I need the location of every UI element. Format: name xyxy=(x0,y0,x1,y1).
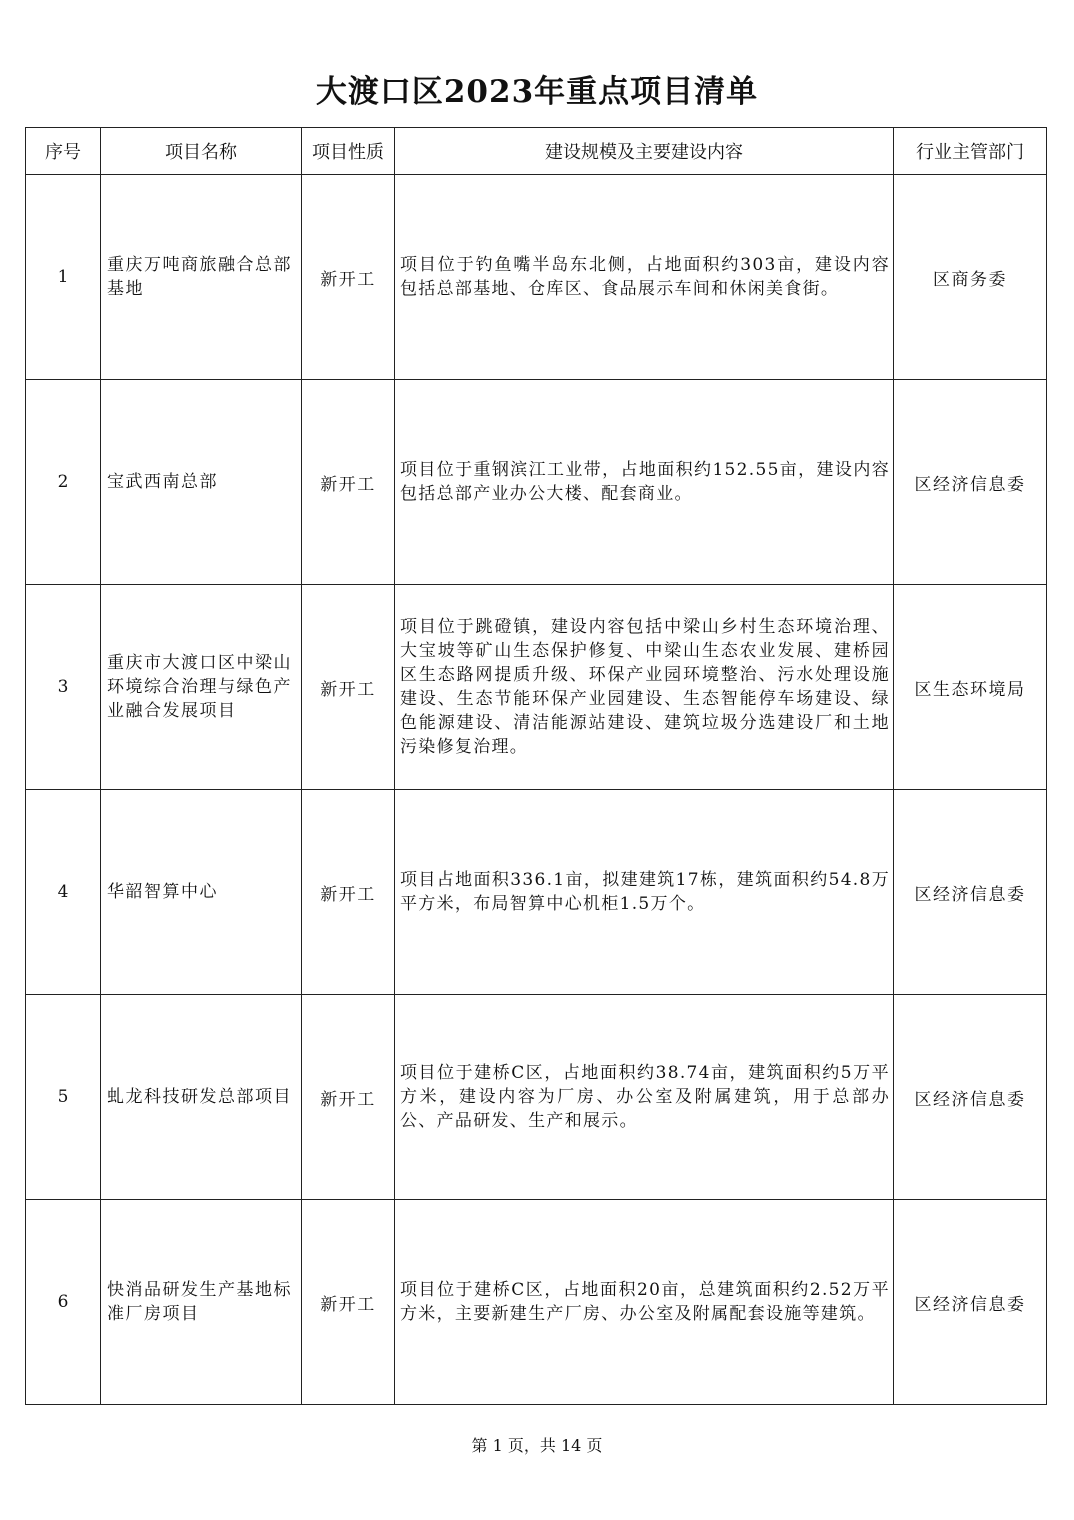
project-department: 区经济信息委 xyxy=(894,790,1047,995)
project-department: 区经济信息委 xyxy=(894,1200,1047,1405)
table-header-row xyxy=(26,128,1047,175)
table-row xyxy=(26,995,1047,1200)
project-name: 快消品研发生产基地标准厂房项目 xyxy=(101,1200,302,1405)
project-type: 新开工 xyxy=(302,1200,395,1405)
project-department: 区经济信息委 xyxy=(894,995,1047,1200)
page-title: 大渡口区2023年重点项目清单 xyxy=(315,74,759,110)
table-row xyxy=(26,790,1047,995)
project-content: 项目位于建桥C区，占地面积约38.74亩，建筑面积约5万平方米，建设内容为厂房、办公室及附属建筑，用于总部办公、产品研发、生产和展示。 xyxy=(395,995,894,1200)
project-department: 区生态环境局 xyxy=(894,585,1047,790)
header-content: 建设规模及主要建设内容 xyxy=(395,128,894,175)
project-content: 项目位于跳磴镇，建设内容包括中梁山乡村生态环境治理、大宝坡等矿山生态保护修复、中梁山生态农业发展、建桥园区生态路网提质升级、环保产业园环境整治、污水处理设施建设、生态节能环保产业园建设、生态智能停车场建设、绿色能源建设、清洁能源站建设、建筑垃圾分选建设厂和土地污染修复治理。 xyxy=(395,585,894,790)
row-number: 3 xyxy=(26,585,101,790)
project-type: 新开工 xyxy=(302,380,395,585)
project-table xyxy=(25,127,1047,1405)
project-name: 重庆市大渡口区中梁山环境综合治理与绿色产业融合发展项目 xyxy=(101,585,302,790)
row-number: 5 xyxy=(26,995,101,1200)
project-name: 华韶智算中心 xyxy=(101,790,302,995)
row-number: 1 xyxy=(26,175,101,380)
row-number: 2 xyxy=(26,380,101,585)
row-number: 4 xyxy=(26,790,101,995)
project-name: 虬龙科技研发总部项目 xyxy=(101,995,302,1200)
table-row xyxy=(26,380,1047,585)
project-department: 区经济信息委 xyxy=(894,380,1047,585)
table-row xyxy=(26,585,1047,790)
project-content: 项目占地面积336.1亩，拟建建筑17栋，建筑面积约54.8万平方米，布局智算中心机柜1.5万个。 xyxy=(395,790,894,995)
project-content: 项目位于重钢滨江工业带，占地面积约152.55亩，建设内容包括总部产业办公大楼、配套商业。 xyxy=(395,380,894,585)
project-name: 重庆万吨商旅融合总部基地 xyxy=(101,175,302,380)
project-type: 新开工 xyxy=(302,585,395,790)
header-dept: 行业主管部门 xyxy=(894,128,1047,175)
header-name: 项目名称 xyxy=(101,128,302,175)
project-department: 区商务委 xyxy=(894,175,1047,380)
page-footer: 第 1 页，共 14 页 xyxy=(471,1436,603,1455)
project-type: 新开工 xyxy=(302,790,395,995)
table-row xyxy=(26,1200,1047,1405)
project-type: 新开工 xyxy=(302,175,395,380)
table-row xyxy=(26,175,1047,380)
row-number: 6 xyxy=(26,1200,101,1405)
project-content: 项目位于建桥C区，占地面积20亩，总建筑面积约2.52万平方米，主要新建生产厂房、办公室及附属配套设施等建筑。 xyxy=(395,1200,894,1405)
project-name: 宝武西南总部 xyxy=(101,380,302,585)
header-type: 项目性质 xyxy=(302,128,395,175)
header-no: 序号 xyxy=(26,128,101,175)
project-content: 项目位于钓鱼嘴半岛东北侧，占地面积约303亩，建设内容包括总部基地、仓库区、食品展示车间和休闲美食街。 xyxy=(395,175,894,380)
project-type: 新开工 xyxy=(302,995,395,1200)
